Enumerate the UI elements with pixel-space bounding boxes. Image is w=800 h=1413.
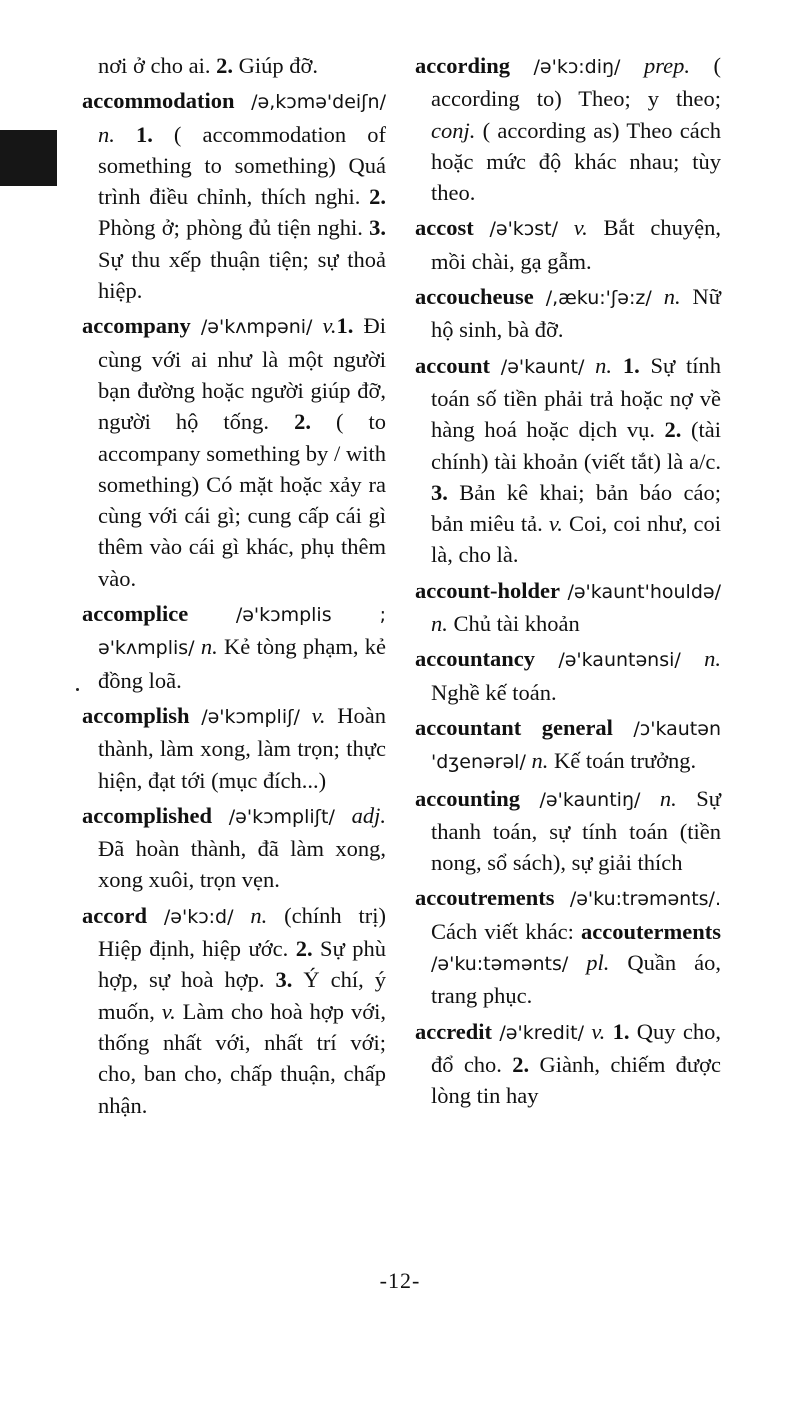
headword: accounting	[415, 785, 521, 811]
entry-accountancy: accountancy /ə'kauntənsi/ n. Nghề kế toán.	[415, 646, 722, 705]
pronunciation: /ə'kaunt'houldə/	[567, 580, 721, 603]
pronunciation: /ɔ'kautən 'dʒenərəl/	[431, 717, 721, 774]
headword: accomplice	[82, 601, 189, 627]
entry-accompany: accompany /ə'kʌmpəni/ v.1. Đi cùng với ai như là một người bạn đường hoặc người giúp đỡ, người hộ tống. 2. ( to accompany something by / with something) Có mặt hoặc xảy ra cùng với cái gì; cung cấp cái gì thêm vào cái gì khác, phụ thêm vào.	[82, 313, 386, 591]
pronunciation: /ə'kɔ:diŋ/	[533, 56, 621, 78]
entry-accomplish: accomplish /ə'kɔmpliʃ/ v. Hoàn thành, làm xong, làm trọn; thực hiện, đạt tới (mục đích...)	[82, 702, 386, 793]
entry-accoutrements: accoutrements /ə'ku:trəmənts/. Cách viết khác: accouterments /ə'ku:təmənts/ pl. Quần áo, trang phục.	[415, 885, 721, 1009]
left-column	[82, 50, 386, 1125]
right-column	[415, 50, 721, 1116]
stray-ink-dot	[76, 688, 79, 691]
headword: account	[415, 352, 490, 378]
entry-continuation: nơi ở cho ai. 2. Giúp đỡ.	[98, 53, 319, 78]
pronunciation: /ə'kʌmpəni/	[200, 316, 313, 339]
pronunciation: /ə'kauntiŋ/	[539, 788, 641, 811]
pronunciation: /ə'kredit/	[499, 1021, 584, 1044]
entry-accountant-general: accountant general /ɔ'kautən 'dʒenərəl/ n. Kế toán trưởng.	[415, 714, 721, 774]
headword: accredit	[415, 1018, 493, 1044]
pronunciation: /ə'ku:trəmənts/.	[569, 888, 721, 911]
entry-account: account /ə'kaunt/ n. 1. Sự tính toán số tiền phải trả hoặc nợ về hàng hoá hoặc dịch vụ. 2. (tài chính) tài khoản (viết tắt) là a/c. 3. Bản kê khai; bản báo cáo; bản miêu tả. v. Coi, coi như, coi là, cho là.	[415, 352, 722, 568]
pronunciation: /ə'kɔ:d/	[163, 905, 234, 928]
entry-accord: accord /ə'kɔ:d/ n. (chính trị) Hiệp định, hiệp ước. 2. Sự phù hợp, sự hoà hợp. 3. Ý chí, ý muốn, v. Làm cho hoà hợp với, thống nhất với, nhất trí với; cho, ban cho, chấp thuận, chấp nhận.	[82, 902, 387, 1118]
entry-accredit: accredit /ə'kredit/ v. 1. Quy cho, đổ cho. 2. Giành, chiếm được lòng tin hay	[415, 1018, 721, 1109]
pronunciation: /,æku:'ʃə:z/	[545, 287, 652, 310]
entry-account-holder: account-holder /ə'kaunt'houldə/ n. Chủ tài khoản	[415, 577, 721, 637]
headword: accountancy	[415, 646, 535, 672]
pronunciation: /ə'kɔst/	[489, 218, 558, 241]
alternate-spelling: accouterments	[581, 918, 721, 944]
headword: accompany	[82, 313, 191, 339]
entry-accounting: accounting /ə'kauntiŋ/ n. Sự thanh toán, sự tính toán (tiền nong, sổ sách), sự giải thích	[415, 785, 721, 876]
pronunciation: /ə,kɔmə'deiʃn/	[251, 91, 386, 114]
headword: accountant general	[415, 714, 613, 740]
page-number: -12-	[379, 1268, 421, 1293]
headword: accommodation	[82, 88, 235, 114]
headword: account-holder	[415, 577, 560, 603]
pronunciation: /ə'kɔmplis ; ə'kʌmplis/	[98, 604, 386, 660]
entry-accommodation: accommodation /ə,kɔmə'deiʃn/ n. 1. ( accommodation of something to something) Quá trình điều chỉnh, thích nghi. 2. Phòng ở; phòng đủ tiện nghi. 3. Sự thu xếp thuận tiện; sự thoả hiệp.	[82, 88, 386, 304]
headword: according	[415, 53, 510, 78]
pronunciation: /ə'kauntənsi/	[558, 649, 681, 672]
headword: accost	[415, 215, 474, 241]
pronunciation: /ə'kɔmpliʃ/	[201, 705, 300, 728]
headword: accomplished	[82, 802, 213, 828]
headword: accoutrements	[415, 885, 555, 911]
headword: accoucheuse	[415, 284, 534, 310]
entry-accoucheuse: accoucheuse /,æku:'ʃə:z/ n. Nữ hộ sinh, bà đỡ.	[415, 284, 721, 343]
pronunciation: /ə'kaunt/	[500, 355, 585, 378]
entry-according: according /ə'kɔ:diŋ/ prep. ( according to) Theo; y theo; conj. ( according as) Theo cách hoặc mức độ khác nhau; tùy theo.	[415, 53, 721, 206]
headword: accomplish	[82, 702, 190, 728]
headword: accord	[82, 902, 147, 928]
thumb-index-tab	[0, 130, 57, 186]
entry-accomplished: accomplished /ə'kɔmpliʃt/ adj. Đã hoàn thành, đã làm xong, xong xuôi, trọn vẹn.	[82, 802, 386, 893]
pronunciation: /ə'kɔmpliʃt/	[228, 805, 335, 828]
entry-accomplice: accomplice /ə'kɔmplis ; ə'kʌmplis/ n. Kẻ tòng phạm, kẻ đồng loã.	[82, 601, 387, 693]
entry-accost: accost /ə'kɔst/ v. Bắt chuyện, mồi chài, gạ gẫm.	[415, 215, 722, 274]
